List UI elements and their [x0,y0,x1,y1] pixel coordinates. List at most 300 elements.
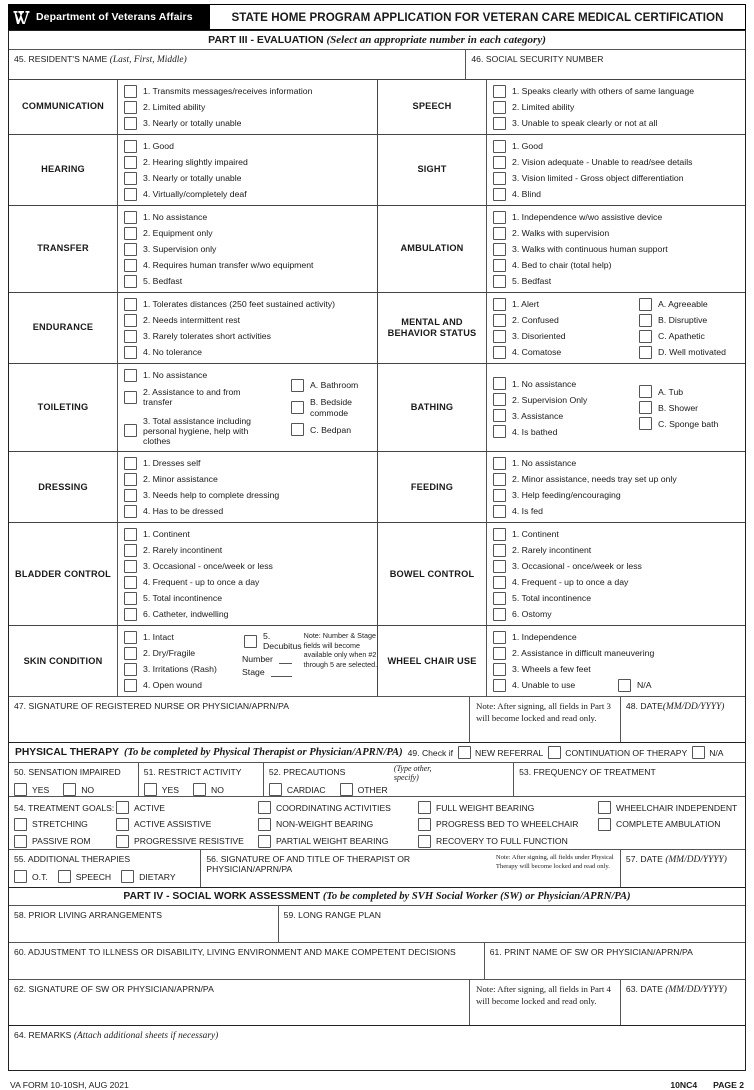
eval-row-toileting-bathing [9,363,745,451]
field-54-label: 54. TREATMENT GOALS: [14,802,115,813]
va-logo-icon [13,10,30,25]
checkbox-icon[interactable] [124,457,137,470]
option-label: A. Bathroom [310,380,359,391]
checkbox-icon[interactable] [124,156,137,169]
checkbox-icon[interactable] [14,818,27,831]
option-item[interactable] [487,606,745,622]
field-47-label: 47. SIGNATURE OF REGISTERED NURSE OR PHYSICIAN/APRN/PA [14,701,290,712]
option-label: 2. Walks with supervision [512,227,610,238]
checkbox-icon[interactable] [124,117,137,130]
option-item[interactable] [118,677,236,693]
option-item[interactable] [487,542,745,558]
checkbox-icon[interactable] [493,489,506,502]
option-item[interactable] [487,138,745,154]
field-51-no-label: NO [211,784,224,795]
checkbox-icon[interactable] [124,505,137,518]
option-item[interactable] [487,115,745,131]
option-item[interactable] [487,99,745,115]
field-55-additional-therapies [9,850,200,887]
checkbox-icon[interactable] [124,227,137,240]
option-item[interactable] [487,558,745,574]
checkbox-icon[interactable] [124,346,137,359]
pt-new-referral[interactable] [458,746,543,759]
option-item-decubitus[interactable] [238,629,302,653]
option-item[interactable] [487,241,745,257]
option-label: 1. No assistance [512,378,577,389]
option-item[interactable] [487,154,745,170]
field-53-frequency[interactable] [513,763,745,796]
checkbox-icon[interactable] [124,211,137,224]
checkbox-icon[interactable] [493,679,506,692]
option-item[interactable] [118,209,377,225]
checkbox-icon[interactable] [121,870,134,883]
checkbox-icon[interactable] [418,835,431,848]
option-item[interactable] [487,257,745,273]
option-label: 3. Occasional - once/week or less [512,561,642,572]
option-item[interactable] [118,328,377,344]
checkbox-icon[interactable] [493,275,506,288]
checkbox-icon[interactable] [193,783,206,796]
option-item[interactable] [487,424,633,440]
checkbox-icon[interactable] [258,801,271,814]
field-55-speech-label: SPEECH [75,871,112,882]
option-label: 2. Limited ability [512,101,575,112]
checkbox-icon[interactable] [124,576,137,589]
checkbox-icon[interactable] [14,783,27,796]
option-label: 4. No tolerance [143,346,202,357]
checkbox-icon[interactable] [493,172,506,185]
option-item[interactable] [118,170,377,186]
option-item[interactable] [118,645,236,661]
option-item[interactable] [118,273,377,289]
option-item[interactable] [633,296,745,312]
option-item[interactable] [487,487,745,503]
option-item[interactable] [118,367,285,383]
field-55-ot-label: O.T. [32,871,48,882]
checkbox-icon[interactable] [493,346,506,359]
option-item[interactable] [118,606,377,622]
goal-label: STRETCHING [32,819,88,830]
option-item[interactable] [118,383,285,412]
field-52-cardiac[interactable] [269,783,326,796]
option-label: 2. Needs intermittent rest [143,314,241,325]
checkbox-icon[interactable] [124,101,137,114]
option-item[interactable] [487,574,745,590]
checkbox-icon[interactable] [124,424,137,437]
option-item[interactable] [487,677,745,693]
goal-item[interactable] [14,835,116,848]
option-item[interactable] [118,412,285,449]
part3-bar-title: PART III - EVALUATION [208,34,324,46]
checkbox-icon[interactable] [124,528,137,541]
option-label: 5. Bedfast [143,275,183,286]
checkbox-icon[interactable] [493,528,506,541]
checkbox-icon[interactable] [124,298,137,311]
page-number: PAGE 2 [713,1080,744,1090]
option-item[interactable] [285,422,377,438]
option-item[interactable] [118,99,377,115]
field-52-other-label: OTHER [357,784,388,795]
pt-title: PHYSICAL THERAPY [15,747,119,759]
field-45-label: 45. RESIDENT'S NAME [14,54,108,64]
goal-item[interactable] [598,818,720,831]
goal-item[interactable] [14,818,116,831]
name-ssn-row [9,49,745,79]
option-label: 4. Unable to use [512,680,576,691]
part4-bar-title: PART IV - SOCIAL WORK ASSESSMENT [123,891,320,903]
option-label: 1. Independence w/wo assistive device [512,211,663,222]
checkbox-icon[interactable] [493,227,506,240]
goal-item[interactable] [598,801,737,814]
skin-stage-input[interactable] [271,667,292,677]
checkbox-icon[interactable] [493,243,506,256]
option-item[interactable] [487,503,745,519]
option-item[interactable] [118,661,236,677]
checkbox-icon[interactable] [14,870,27,883]
option-item[interactable] [118,186,377,202]
skin-number-row [238,653,302,666]
option-item[interactable] [633,344,745,360]
option-item[interactable] [487,645,745,661]
checkbox-icon[interactable] [124,369,137,382]
checkbox-icon[interactable] [639,330,652,343]
category-label: SKIN CONDITION [23,655,103,666]
option-item[interactable] [487,344,633,360]
checkbox-icon[interactable] [144,783,157,796]
field-54-treatment-goals [9,796,745,849]
option-item[interactable] [118,455,377,471]
option-item[interactable] [118,225,377,241]
option-item[interactable] [118,471,377,487]
option-item[interactable] [487,376,633,392]
field-55-dietary[interactable] [121,870,175,883]
checkbox-icon[interactable] [493,425,506,438]
field-56-signature-therapist[interactable] [200,850,620,887]
option-item[interactable] [118,296,377,312]
field-52-other[interactable] [340,783,388,796]
option-item[interactable] [487,661,745,677]
option-item[interactable] [118,257,377,273]
goal-item[interactable] [418,835,598,848]
goal-item[interactable] [418,818,598,831]
checkbox-icon[interactable] [14,835,27,848]
checkbox-icon[interactable] [493,560,506,573]
option-label: A. Tub [658,386,684,397]
pt-continuation[interactable] [548,746,687,759]
checkbox-icon[interactable] [493,647,506,660]
checkbox-icon[interactable] [548,746,561,759]
option-item[interactable] [633,384,745,400]
field-59-long-range-plan[interactable] [278,906,745,942]
checkbox-icon[interactable] [291,379,304,392]
checkbox-icon[interactable] [124,275,137,288]
option-item[interactable] [487,392,633,408]
checkbox-icon[interactable] [124,391,137,404]
checkbox-icon[interactable] [124,172,137,185]
checkbox-icon[interactable] [124,188,137,201]
field-47-signature-rn[interactable] [9,697,469,742]
checkbox-icon[interactable] [493,393,506,406]
checkbox-icon[interactable] [244,635,257,648]
checkbox-icon[interactable] [493,314,506,327]
option-item[interactable] [487,209,745,225]
checkbox-icon[interactable] [258,835,271,848]
category-label: SPEECH [412,101,452,112]
option-item[interactable] [118,487,377,503]
field-56-note: Note: After signing, all fields under Physical Therapy will become locked and read only. [495,854,614,870]
checkbox-icon[interactable] [639,298,652,311]
option-item[interactable] [118,344,377,360]
skin-note: Note: Number & Stage fields will become available only when #2 through 5 are selected. [303,631,378,669]
checkbox-icon[interactable] [598,818,611,831]
option-item[interactable] [118,629,236,645]
field-46-label: 46. SOCIAL SECURITY NUMBER [471,54,604,64]
field-55-ot[interactable] [14,870,48,883]
option-item[interactable] [118,542,377,558]
checkbox-icon[interactable] [124,140,137,153]
eval-cat-communication [9,80,377,134]
category-label: BLADDER CONTROL [15,568,111,579]
checkbox-icon[interactable] [124,647,137,660]
option-item[interactable] [487,471,745,487]
fields-58-59-row [9,905,745,942]
option-item[interactable] [487,629,745,645]
field-59-label: 59. LONG RANGE PLAN [283,910,382,921]
option-item[interactable] [118,503,377,519]
checkbox-icon[interactable] [340,783,353,796]
checkbox-icon[interactable] [124,243,137,256]
option-label: 3. Supervision only [143,243,217,254]
option-item[interactable] [487,455,745,471]
option-item[interactable] [487,526,745,542]
checkbox-icon[interactable] [639,417,652,430]
goal-item[interactable] [258,818,418,831]
field-55-speech[interactable] [58,870,111,883]
checkbox-icon[interactable] [493,544,506,557]
option-label: 1. Intact [143,632,174,643]
field-57-date[interactable] [620,850,745,887]
goal-item[interactable] [258,835,418,848]
field-52-hint: (Type other, specify) [393,764,432,783]
option-item[interactable] [487,408,633,424]
checkbox-icon[interactable] [493,101,506,114]
category-label: TRANSFER [37,243,89,254]
field-64-remarks[interactable] [9,1025,745,1070]
option-label: 2. Confused [512,314,559,325]
part3-bar-note: (Select an appropriate number in each category) [326,34,546,46]
field-48-date[interactable] [620,697,745,742]
checkbox-icon[interactable] [124,85,137,98]
checkbox-icon[interactable] [493,457,506,470]
field-50-label: 50. SENSATION IMPAIRED [14,767,121,778]
option-item[interactable] [487,225,745,241]
option-label: 3. Walks with continuous human support [512,243,668,254]
checkbox-icon[interactable] [493,663,506,676]
checkbox-icon[interactable] [124,631,137,644]
option-item[interactable] [633,416,745,432]
eval-cat-hearing [9,135,377,205]
checkbox-icon[interactable] [493,330,506,343]
checkbox-icon[interactable] [493,409,506,422]
option-label: 1. Continent [143,529,190,540]
option-label: B. Shower [658,402,699,413]
checkbox-icon[interactable] [418,801,431,814]
checkbox-icon[interactable] [124,608,137,621]
checkbox-icon[interactable] [493,298,506,311]
option-item[interactable] [633,328,745,344]
option-item[interactable] [487,273,745,289]
option-item[interactable] [487,170,745,186]
option-item[interactable] [118,138,377,154]
checkbox-icon[interactable] [124,489,137,502]
checkbox-icon[interactable] [493,211,506,224]
checkbox-icon[interactable] [124,679,137,692]
option-label: 3. Assistance [512,410,564,421]
checkbox-icon[interactable] [493,377,506,390]
checkbox-icon[interactable] [493,188,506,201]
option-item[interactable] [118,312,377,328]
signature-47-row [9,696,745,742]
option-item[interactable] [633,400,745,416]
option-label: 4. Blind [512,188,541,199]
checkbox-icon[interactable] [493,117,506,130]
goal-item[interactable] [258,801,418,814]
checkbox-icon[interactable] [291,401,304,414]
option-item[interactable] [487,296,633,312]
category-label: SIGHT [417,164,447,175]
goal-item[interactable] [116,818,258,831]
field-50-no-label: NO [81,784,95,795]
checkbox-icon[interactable] [639,401,652,414]
field-63-date[interactable] [620,980,745,1025]
option-item[interactable] [118,154,377,170]
field-61-print-name-sw[interactable] [484,943,745,979]
option-label: 3. Rarely tolerates short activities [143,330,271,341]
checkbox-icon[interactable] [493,505,506,518]
option-label: 4. Bed to chair (total help) [512,259,612,270]
option-item[interactable] [285,377,377,393]
checkbox-icon[interactable] [63,783,76,796]
checkbox-icon[interactable] [269,783,282,796]
checkbox-icon[interactable] [124,314,137,327]
option-label: 4. Comatose [512,346,562,357]
field-57-hint: (MM/DD/YYYY) [665,855,727,866]
option-item[interactable] [633,312,745,328]
option-item[interactable] [118,590,377,606]
field-53-label: 53. FREQUENCY OF TREATMENT [519,767,656,778]
option-label: 2. Vision adequate - Unable to read/see details [512,156,693,167]
option-label: 3. Disoriented [512,330,566,341]
checkbox-icon[interactable] [493,631,506,644]
option-item[interactable] [118,558,377,574]
option-item[interactable] [487,186,745,202]
checkbox-icon[interactable] [458,746,471,759]
field-50-yes[interactable] [14,783,49,796]
checkbox-icon[interactable] [493,140,506,153]
field-45-residents-name[interactable] [9,50,465,79]
option-label: 2. Equipment only [143,227,213,238]
option-item[interactable] [487,328,633,344]
eval-cat-endurance [9,293,377,363]
eval-row-bladder-bowel [9,522,745,625]
checkbox-icon[interactable] [493,608,506,621]
checkbox-icon[interactable] [639,314,652,327]
checkbox-icon[interactable] [124,663,137,676]
skin-number-input[interactable] [279,654,292,664]
goal-item[interactable] [418,801,598,814]
checkbox-icon[interactable] [493,592,506,605]
checkbox-icon[interactable] [493,156,506,169]
option-label: B. Disruptive [658,314,708,325]
checkbox-icon[interactable] [124,473,137,486]
pt-na[interactable] [692,746,723,759]
checkbox-icon[interactable] [639,346,652,359]
option-label: 3. Nearly or totally unable [143,117,242,128]
category-label: WHEEL CHAIR USE [387,655,477,666]
goal-item[interactable] [116,835,258,848]
field-46-ssn[interactable] [465,50,745,79]
option-item[interactable] [285,393,377,422]
option-label: 3. Unable to speak clearly or not at all [512,117,658,128]
checkbox-icon[interactable] [291,423,304,436]
option-item[interactable] [487,312,633,328]
goal-item[interactable] [116,801,258,814]
checkbox-icon[interactable] [124,592,137,605]
option-item[interactable] [118,241,377,257]
checkbox-icon[interactable] [258,818,271,831]
field-50-no[interactable] [63,783,94,796]
checkbox-icon[interactable] [124,544,137,557]
field-51-yes[interactable] [144,783,179,796]
checkbox-icon[interactable] [116,818,129,831]
checkbox-icon[interactable] [418,818,431,831]
option-item[interactable] [118,115,377,131]
option-item[interactable] [118,83,377,99]
checkbox-icon[interactable] [493,576,506,589]
goal-row [14,799,745,816]
checkbox-icon[interactable] [639,385,652,398]
checkbox-icon[interactable] [124,259,137,272]
checkbox-icon-na[interactable] [618,679,631,692]
checkbox-icon[interactable] [116,835,129,848]
option-item[interactable] [487,83,745,99]
option-label-na: N/A [637,680,652,691]
form-code: 10NC4 [670,1080,698,1090]
checkbox-icon[interactable] [116,801,129,814]
checkbox-icon[interactable] [124,560,137,573]
option-label: 5. Bedfast [512,275,552,286]
field-62-signature-sw[interactable] [9,980,469,1025]
checkbox-icon[interactable] [58,870,71,883]
field-58-prior-living[interactable] [9,906,278,942]
option-item[interactable] [487,590,745,606]
form-id: VA FORM 10-10SH, AUG 2021 [10,1080,129,1090]
part3-bar [9,30,745,49]
checkbox-icon[interactable] [493,473,506,486]
checkbox-icon[interactable] [598,801,611,814]
field-60-adjustment[interactable] [9,943,484,979]
option-label: 4. Is fed [512,506,543,517]
checkbox-icon[interactable] [493,259,506,272]
field-48-hint: (MM/DD/YYYY) [662,702,725,713]
option-label: 1. Good [143,140,174,151]
checkbox-icon[interactable] [124,330,137,343]
option-item[interactable] [118,526,377,542]
field-51-no[interactable] [193,783,224,796]
checkbox-icon[interactable] [692,746,705,759]
option-item[interactable] [118,574,377,590]
checkbox-icon[interactable] [493,85,506,98]
